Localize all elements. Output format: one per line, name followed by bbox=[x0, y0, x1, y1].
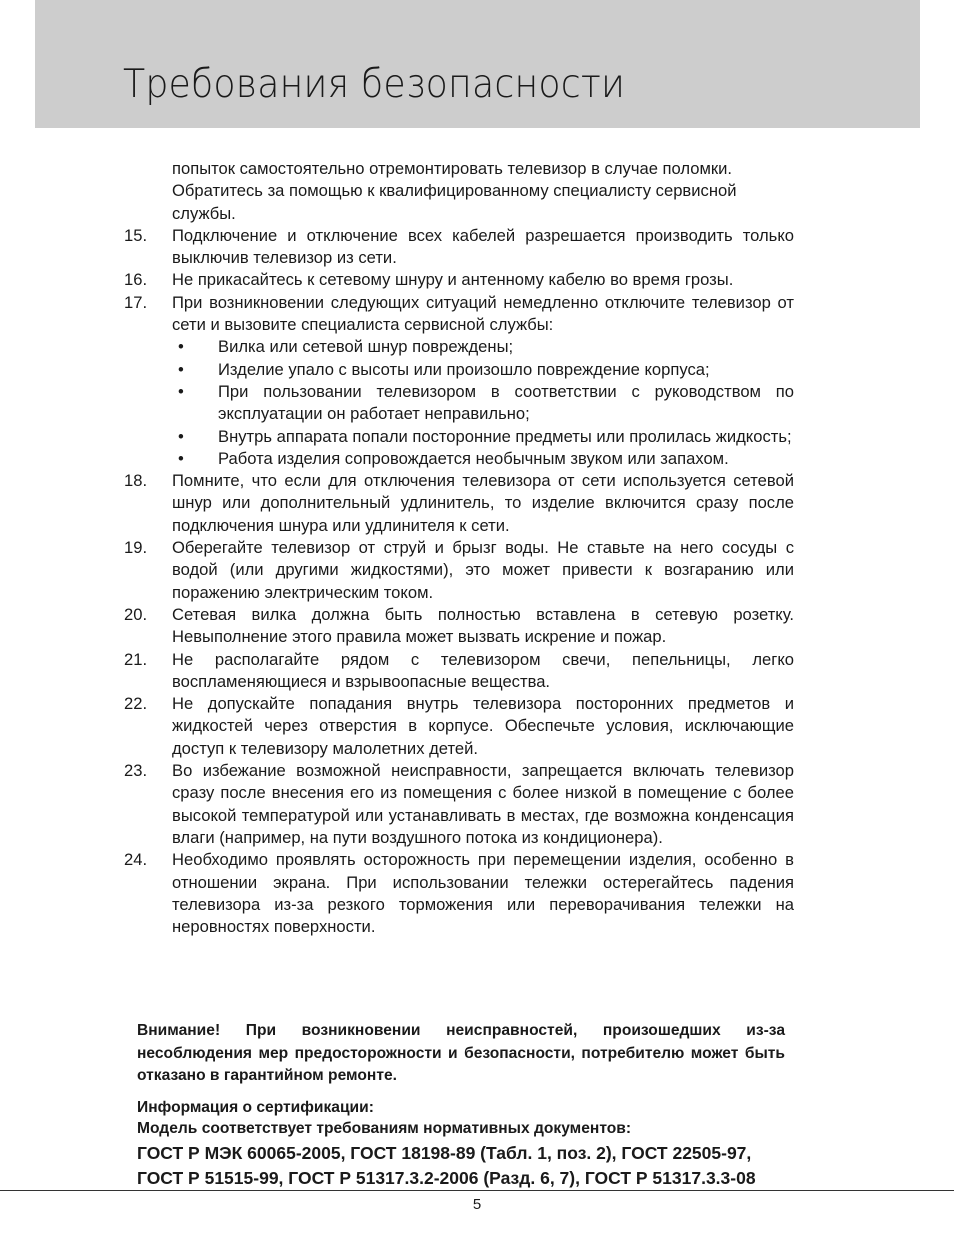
bullet-text: Внутрь аппарата попали посторонние предметы или пролилась жидкость; bbox=[218, 426, 792, 446]
list-item bbox=[124, 269, 794, 291]
item-number: 24. bbox=[124, 850, 148, 870]
item-text: Необходимо проявлять осторожность при перемещении изделия, особенно в отношении экрана. При использовании тележки остерегайтесь падения телевизора из-за резкого торможения или переворачивания тележки на неровностях поверхности. bbox=[172, 850, 794, 937]
item-number: 22. bbox=[124, 694, 148, 714]
bullet-text: Изделие упало с высоты или произошло повреждение корпуса; bbox=[218, 359, 710, 379]
page-title: Требования безопасности bbox=[123, 62, 626, 107]
item-number: 20. bbox=[124, 604, 148, 624]
gost-line: ГОСТ Р 51515-99, ГОСТ Р 51317.3.2-2006 (Разд. 6, 7), ГОСТ Р 51317.3.3-08 bbox=[137, 1168, 756, 1188]
list-item bbox=[124, 537, 794, 604]
item-number: 18. bbox=[124, 471, 148, 491]
item-number: 17. bbox=[124, 292, 148, 312]
bullet-marker: • bbox=[178, 359, 184, 379]
gost-standards bbox=[137, 1141, 797, 1191]
certification-heading: Информация о сертификации: bbox=[137, 1099, 374, 1116]
page-number: 5 bbox=[472, 1196, 482, 1213]
bullet-marker: • bbox=[178, 426, 184, 446]
page-header bbox=[35, 0, 920, 128]
bullet-list bbox=[124, 336, 794, 470]
intro-continuation bbox=[124, 158, 794, 225]
gost-line: ГОСТ Р МЭК 60065-2005, ГОСТ 18198-89 (Табл. 1, поз. 2), ГОСТ 22505-97, bbox=[137, 1143, 752, 1163]
bullet-marker: • bbox=[178, 381, 184, 401]
footer-divider bbox=[0, 1190, 954, 1191]
bullet-item bbox=[172, 336, 794, 358]
bullet-item bbox=[172, 359, 794, 381]
list-item bbox=[124, 292, 794, 337]
item-text: Сетевая вилка должна быть полностью вставлена в сетевую розетку. Невыполнение этого правила может вызвать искрение и пожар. bbox=[172, 604, 794, 647]
item-number: 19. bbox=[124, 538, 148, 558]
item-text: Подключение и отключение всех кабелей разрешается производить только выключив телевизор из сети. bbox=[172, 225, 794, 268]
item-text: Не допускайте попадания внутрь телевизора посторонних предметов и жидкостей через отверстия в корпусе. Обеспечьте условия, исключающие доступ к телевизору малолетних детей. bbox=[172, 694, 794, 758]
item-text: При возникновении следующих ситуаций немедленно отключите телевизор от сети и вызовите специалиста сервисной службы: bbox=[172, 292, 794, 335]
bullet-item bbox=[172, 426, 794, 448]
bullet-text: Вилка или сетевой шнур повреждены; bbox=[218, 337, 514, 357]
list-item bbox=[124, 470, 794, 537]
intro-line: службы. bbox=[172, 203, 236, 223]
bullet-item bbox=[172, 448, 794, 470]
item-text: Оберегайте телевизор от струй и брызг воды. Не ставьте на него сосуды с водой (или другими жидкостями), это может привести к возгаранию или поражению электрическим током. bbox=[172, 538, 794, 602]
item-number: 16. bbox=[124, 270, 148, 290]
list-item bbox=[124, 225, 794, 270]
list-item bbox=[124, 604, 794, 649]
item-number: 23. bbox=[124, 761, 148, 781]
item-text: Во избежание возможной неисправности, запрещается включать телевизор сразу после внесения его из помещения с более низкой в помещение с более высокой температурой или устанавливать в местах, где возможна конденсация влаги (например, на пути воздушного потока из кондиционера). bbox=[172, 761, 794, 847]
list-item bbox=[124, 849, 794, 938]
bullet-marker: • bbox=[178, 337, 184, 357]
list-item bbox=[124, 649, 794, 694]
intro-line: попыток самостоятельно отремонтировать телевизор в случае поломки. bbox=[172, 159, 733, 178]
item-number: 15. bbox=[124, 225, 148, 245]
item-text: Помните, что если для отключения телевизора от сети используется сетевой шнур или дополнительный удлинитель, то изделие включится сразу после подключения шнура или удлинителя к сети. bbox=[172, 471, 794, 535]
safety-list bbox=[124, 158, 794, 938]
warranty-warning: Внимание! При возникновении неисправностей, произошедших из-за несоблюдения мер предосторожности и безопасности, потребителю может быть отказано в гарантийном ремонте. bbox=[137, 1022, 785, 1084]
certification-info bbox=[137, 1097, 797, 1139]
list-item bbox=[124, 693, 794, 760]
item-text: Не прикасайтесь к сетевому шнуру и антенному кабелю во время грозы. bbox=[172, 270, 734, 290]
list-item bbox=[124, 760, 794, 849]
certification-subheading: Модель соответствует требованиям нормативных документов: bbox=[137, 1120, 632, 1137]
item-number: 21. bbox=[124, 649, 148, 669]
bullet-marker: • bbox=[178, 448, 184, 468]
bullet-item bbox=[172, 381, 794, 426]
intro-line: Обратитесь за помощью к квалифицированному специалисту сервисной bbox=[172, 181, 737, 201]
bullet-text: Работа изделия сопровождается необычным звуком или запахом. bbox=[218, 448, 729, 468]
bullet-text: При пользовании телевизором в соответствии с руководством по эксплуатации он работает неправильно; bbox=[218, 381, 794, 424]
item-text: Не располагайте рядом с телевизором свечи, пепельницы, легко воспламеняющиеся и взрывоопасные вещества. bbox=[172, 649, 794, 691]
